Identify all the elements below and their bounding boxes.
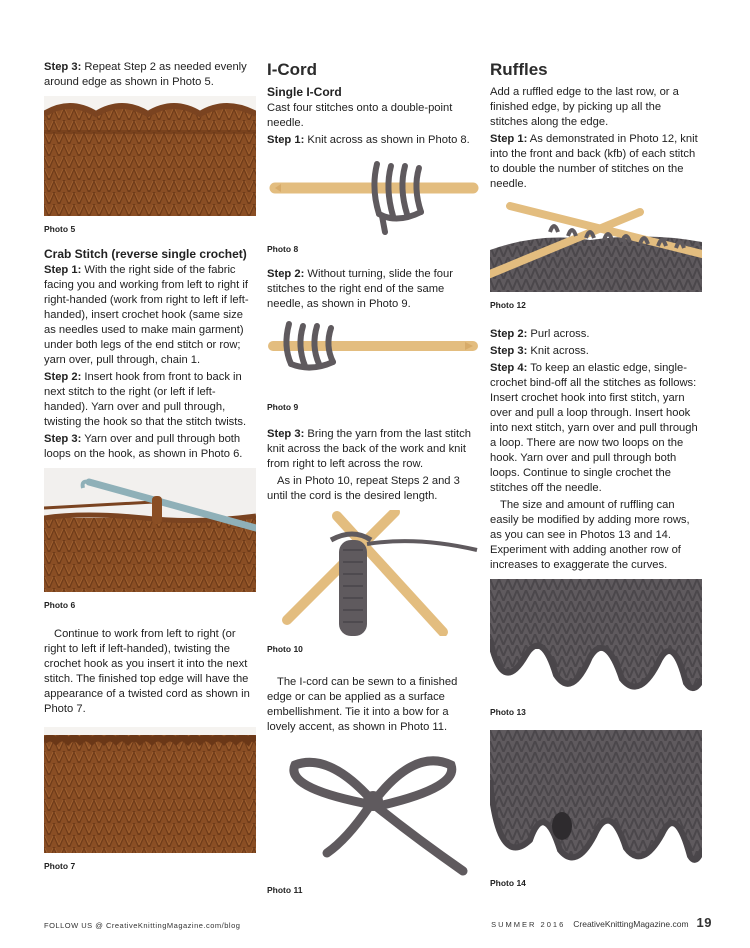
crab-step-2: Step 2: Insert hook from front to back in next stitch to the right (or left if left-handed). Yarn over and pull through, twisting the hook so that the stitch twists. bbox=[44, 371, 247, 428]
column-ruffles bbox=[490, 60, 702, 901]
photo-13 bbox=[490, 579, 702, 699]
column-crab-stitch bbox=[44, 60, 256, 884]
single-i-cord-subtitle: Single I-Cord bbox=[267, 85, 342, 99]
i-cord-step-2: Step 2: Without turning, slide the four stitches to the right end of the same needle, as shown in Photo 9. bbox=[267, 268, 453, 310]
ruffles-intro: Add a ruffled edge to the last row, or a finished edge, by picking up all the stitches along the edge. bbox=[490, 86, 679, 128]
intro-paragraph: Step 3: Repeat Step 2 as needed evenly around edge as shown in Photo 5. bbox=[44, 61, 247, 88]
photo-13-caption: Photo 13 bbox=[490, 707, 526, 717]
ruffles-title: Ruffles bbox=[490, 60, 548, 79]
page-number: 19 bbox=[696, 915, 712, 930]
ruffles-size-paragraph: The size and amount of ruffling can easily be modified by adding more rows, as you can see in Photos 13 and 14. Experiment with adding another row of increases to exaggerate the curves. bbox=[490, 499, 690, 571]
photo-5-caption: Photo 5 bbox=[44, 224, 76, 234]
crab-stitch-title: Crab Stitch (reverse single crochet) bbox=[44, 247, 247, 261]
column-i-cord bbox=[267, 60, 477, 908]
photo-7 bbox=[44, 727, 256, 853]
crab-step-3: Step 3: Yarn over and pull through both loops on the hook, as shown in Photo 6. bbox=[44, 433, 243, 460]
i-cord-title: I-Cord bbox=[267, 60, 318, 79]
photo-11 bbox=[267, 743, 479, 877]
photo-12-caption: Photo 12 bbox=[490, 300, 526, 310]
ruffles-step-4: Step 4: To keep an elastic edge, single-crochet bind-off all the stitches as follows: Insert crochet hook into first stitch, yarn over and pull a loop through. Insert hook into next stitch, yarn over and pull through a loop. There are now two loops on the hook. Yarn over and pull through both loops. Continue to single crochet the stitches off the needle. bbox=[490, 362, 698, 494]
i-cord-step-1: Step 1: Knit across as shown in Photo 8. bbox=[267, 134, 470, 146]
photo-12 bbox=[490, 202, 702, 292]
photo-5 bbox=[44, 96, 256, 216]
photo-8 bbox=[267, 154, 479, 236]
ruffles-step-2: Step 2: Purl across. bbox=[490, 328, 590, 340]
ruffles-step-1: Step 1: As demonstrated in Photo 12, knit into the front and back (kfb) of each stitch to double the number of stitches on the needle. bbox=[490, 133, 698, 190]
photo-11-caption: Photo 11 bbox=[267, 885, 303, 895]
continue-paragraph: Continue to work from left to right (or right to left if left-handed), twisting the crochet hook as you insert it into the next stitch. The finished top edge will have the appearance of a twisted cord as shown in Photo 7. bbox=[44, 628, 250, 715]
photo-10-caption: Photo 10 bbox=[267, 644, 303, 654]
footer-season: SUMMER 2016 bbox=[491, 920, 566, 929]
photo-14 bbox=[490, 730, 702, 870]
footer-site[interactable]: CreativeKnittingMagazine.com bbox=[573, 919, 689, 929]
footer-right bbox=[491, 915, 712, 930]
footer-follow-link[interactable]: FOLLOW US @ CreativeKnittingMagazine.com/blog bbox=[44, 921, 241, 930]
i-cord-sewn-paragraph: The I-cord can be sewn to a finished edge or can be applied as a surface embellishment. Tie it into a bow for a lovely accent, as shown in Photo 11. bbox=[267, 676, 458, 733]
ruffles-step-3: Step 3: Knit across. bbox=[490, 345, 589, 357]
photo-14-caption: Photo 14 bbox=[490, 878, 526, 888]
i-cord-intro: Cast four stitches onto a double-point needle. bbox=[267, 102, 453, 129]
photo-9-caption: Photo 9 bbox=[267, 402, 299, 412]
photo-8-caption: Photo 8 bbox=[267, 244, 299, 254]
photo-10 bbox=[267, 510, 479, 636]
photo-9 bbox=[267, 318, 479, 394]
i-cord-step-3: Step 3: Bring the yarn from the last stitch knit across the back of the work and knit from right to left across the row. bbox=[267, 428, 471, 470]
photo-6 bbox=[44, 468, 256, 592]
photo-7-caption: Photo 7 bbox=[44, 861, 76, 871]
crab-step-1: Step 1: With the right side of the fabric facing you and working from left to right if right-handed (work from right to left if left-handed), insert crochet hook (same size as needles used to make main garment) under both legs of the end stitch or row; yarn over, pull through, chain 1. bbox=[44, 264, 249, 366]
photo-6-caption: Photo 6 bbox=[44, 600, 76, 610]
i-cord-repeat: As in Photo 10, repeat Steps 2 and 3 until the cord is the desired length. bbox=[267, 475, 460, 502]
